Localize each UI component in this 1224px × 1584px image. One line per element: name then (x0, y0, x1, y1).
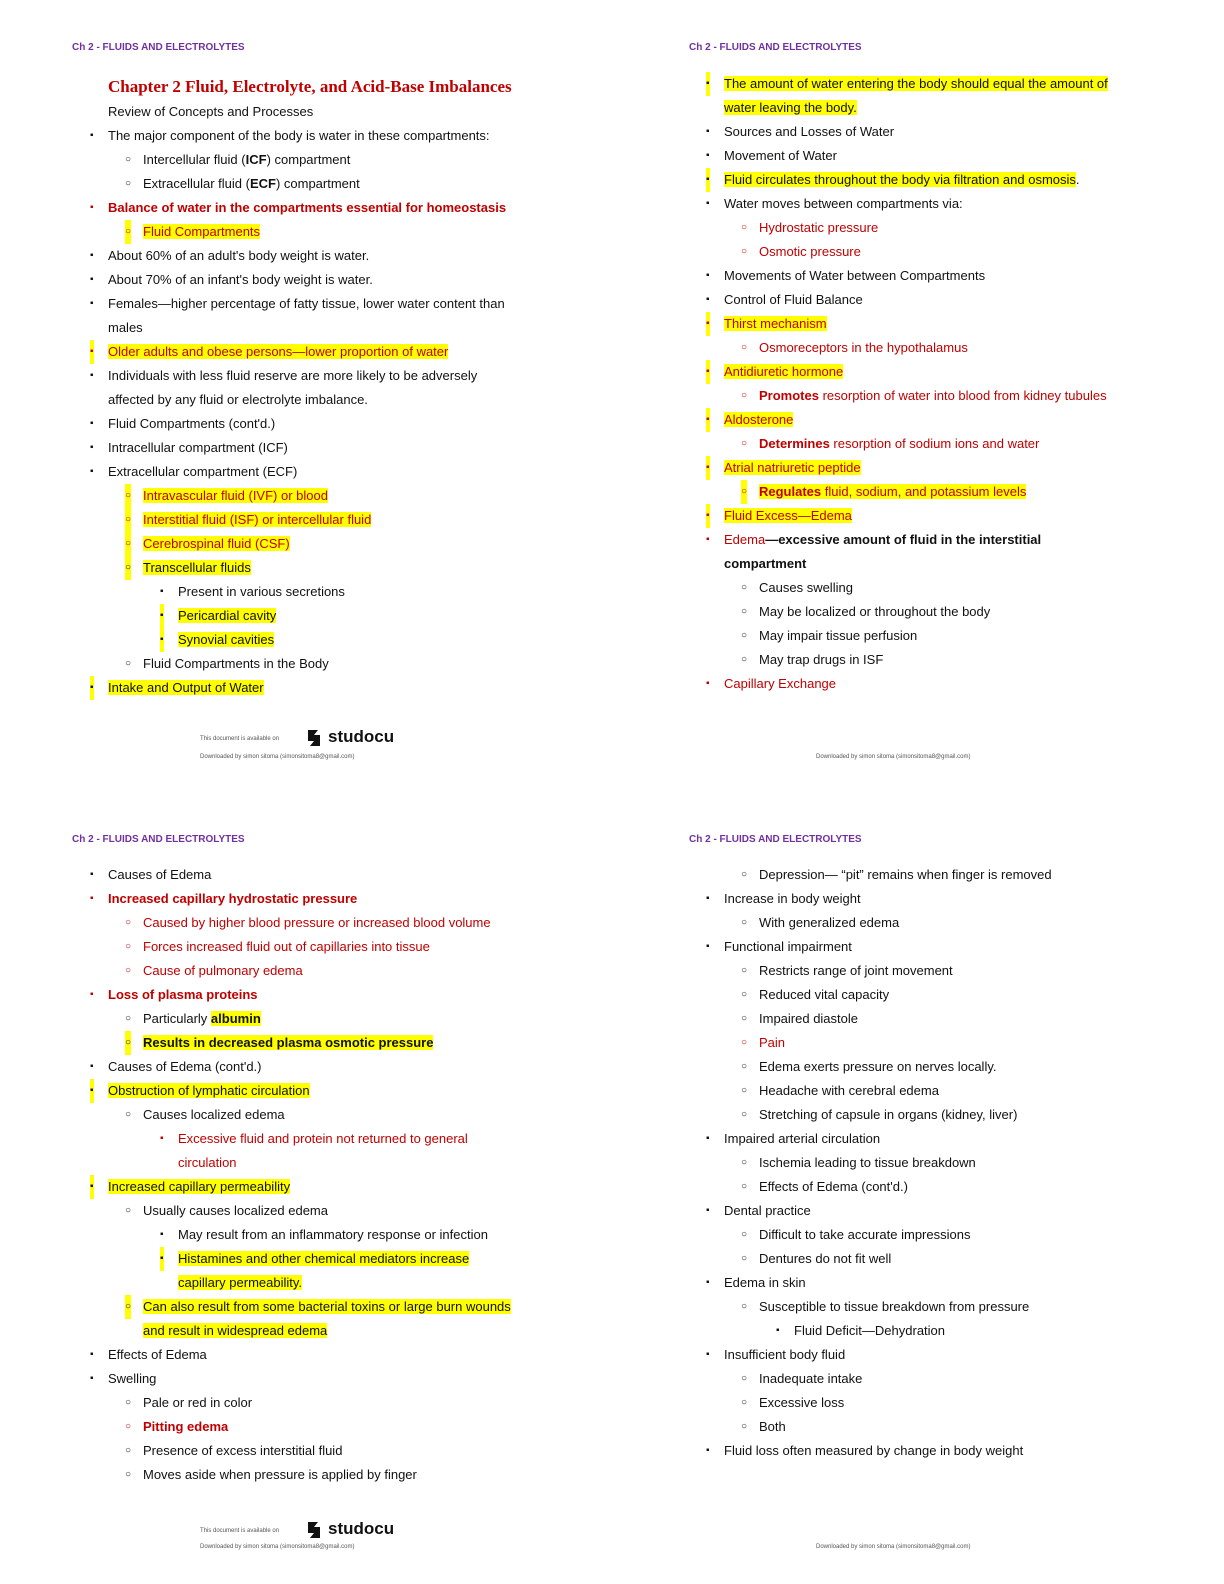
list-item: ○ Caused by higher blood pressure or increased blood volume (125, 915, 491, 930)
list-item: ○ Can also result from some bacterial toxins or large burn wounds (88, 1295, 538, 1319)
list-item: ○ Susceptible to tissue breakdown from pressure (741, 1299, 1030, 1314)
list-item: ▪ Fluid circulates throughout the body via filtration and osmosis. (704, 168, 1154, 192)
list-item: ○ Pitting edema (125, 1419, 229, 1434)
list-item: ▪ Pericardial cavity (88, 604, 538, 628)
list-item: ▪ Obstruction of lymphatic circulation (88, 1079, 538, 1103)
list-item: ▪ Loss of plasma proteins (90, 987, 258, 1002)
list-item-continued: capillary permeability. (178, 1275, 303, 1290)
list-item: ○ Both (741, 1419, 786, 1434)
list-item: ▪ May result from an inflammatory response or infection (160, 1227, 488, 1242)
footer-available: This document is available on (200, 736, 280, 742)
list-item: ▪ Increased capillary permeability (88, 1175, 538, 1199)
list-item: ▪ Movement of Water (706, 148, 837, 163)
list-item: ○ Usually causes localized edema (125, 1203, 328, 1218)
list-item: ○ Determines resorption of sodium ions and water (741, 436, 1040, 451)
list-item: ○ With generalized edema (741, 915, 900, 930)
running-header: Ch 2 - FLUIDS AND ELECTROLYTES (72, 834, 245, 845)
list-item: ▪ The major component of the body is water in these compartments: (90, 128, 490, 143)
list-item: ▪ Capillary Exchange (706, 676, 837, 691)
list-item: ▪ Extracellular compartment (ECF) (90, 464, 298, 479)
page-3 (0, 792, 612, 1584)
list-item: ○ Causes localized edema (125, 1107, 285, 1122)
footer-downloaded: Downloaded by simon sitoma (simonsitoma8@gmail.com) (816, 1544, 971, 1550)
list-item: ▪ Fluid loss often measured by change in body weight (706, 1443, 1024, 1458)
list-item: ▪ About 70% of an infant's body weight is water. (90, 272, 373, 287)
list-item: ▪ Edema in skin (706, 1275, 806, 1290)
list-item: ▪ Females—higher percentage of fatty tissue, lower water content than (90, 296, 505, 311)
list-item: ○ May be localized or throughout the body (741, 604, 991, 619)
list-item: ▪ Intracellular compartment (ICF) (90, 440, 288, 455)
list-item: ▪ Dental practice (706, 1203, 811, 1218)
list-item: ○ Interstitial fluid (ISF) or intercellular fluid (88, 508, 538, 532)
list-item: ○ Causes swelling (741, 580, 853, 595)
list-item: ○ Intercellular fluid (ICF) compartment (125, 152, 351, 167)
list-item: ○ Edema exerts pressure on nerves locally. (741, 1059, 997, 1074)
list-item: ▪ Effects of Edema (90, 1347, 207, 1362)
running-header: Ch 2 - FLUIDS AND ELECTROLYTES (689, 834, 862, 845)
list-item: ▪ Thirst mechanism (704, 312, 1154, 336)
list-item: ▪ Individuals with less fluid reserve are more likely to be adversely (90, 368, 478, 383)
list-item: ○ Hydrostatic pressure (741, 220, 879, 235)
list-item: ▪ Swelling (90, 1371, 157, 1386)
list-item: ○ Fluid Compartments (88, 220, 538, 244)
list-item-continued: compartment (724, 556, 807, 571)
list-item: ○ Inadequate intake (741, 1371, 863, 1386)
list-item: ▪ Increased capillary hydrostatic pressure (90, 891, 358, 906)
list-item: ▪ Intake and Output of Water (88, 676, 538, 700)
page-2 (612, 0, 1224, 792)
list-item: ▪ Movements of Water between Compartments (706, 268, 986, 283)
list-item-continued: affected by any fluid or electrolyte imbalance. (108, 392, 368, 407)
list-item: ○ Osmoreceptors in the hypothalamus (741, 340, 968, 355)
list-item: ▪ Causes of Edema (cont'd.) (90, 1059, 262, 1074)
list-item: ▪ Sources and Losses of Water (706, 124, 895, 139)
chapter-title: Chapter 2 Fluid, Electrolyte, and Acid-Base Imbalances (108, 77, 512, 96)
list-item: ▪ Balance of water in the compartments essential for homeostasis (90, 200, 507, 215)
footer-downloaded: Downloaded by simon sitoma (simonsitoma8@gmail.com) (816, 754, 971, 760)
list-item: ▪ Older adults and obese persons—lower proportion of water (88, 340, 538, 364)
list-item: ▪ Antidiuretic hormone (704, 360, 1154, 384)
list-item: ○ Effects of Edema (cont'd.) (741, 1179, 908, 1194)
list-item: ▪ Synovial cavities (88, 628, 538, 652)
page-1 (0, 0, 612, 792)
list-item: ○ Ischemia leading to tissue breakdown (741, 1155, 976, 1170)
list-item: ○ Cause of pulmonary edema (125, 963, 303, 978)
list-item: ○ Fluid Compartments in the Body (125, 656, 329, 671)
list-item: ▪ Causes of Edema (90, 867, 212, 882)
list-item: ○ Presence of excess interstitial fluid (125, 1443, 343, 1458)
list-item-continued: and result in widespread edema (143, 1323, 328, 1338)
list-item: ○ Extracellular fluid (ECF) compartment (125, 176, 360, 191)
list-item: ▪ Excessive fluid and protein not returned to general (160, 1131, 468, 1146)
studocu-logo: studocu (304, 1519, 394, 1540)
list-item: ○ Reduced vital capacity (741, 987, 890, 1002)
list-item: ○ Restricts range of joint movement (741, 963, 953, 978)
list-item: ▪ Impaired arterial circulation (706, 1131, 881, 1146)
list-item: ▪ The amount of water entering the body should equal the amount of (704, 72, 1154, 96)
list-item: ○ Cerebrospinal fluid (CSF) (88, 532, 538, 556)
footer-downloaded: Downloaded by simon sitoma (simonsitoma8@gmail.com) (200, 1544, 355, 1550)
list-item: ○ Intravascular fluid (IVF) or blood (88, 484, 538, 508)
footer-available: This document is available on (200, 1528, 280, 1534)
list-item: ○ Dentures do not fit well (741, 1251, 892, 1266)
list-item: ○ May impair tissue perfusion (741, 628, 918, 643)
list-item-continued: males (108, 320, 143, 335)
list-item: ▪ Present in various secretions (160, 584, 345, 599)
list-item: ▪ Insufficient body fluid (706, 1347, 846, 1362)
list-item: ▪ Functional impairment (706, 939, 852, 954)
footer-downloaded: Downloaded by simon sitoma (simonsitoma8@gmail.com) (200, 754, 355, 760)
list-item: ○ Particularly albumin (125, 1011, 261, 1026)
list-item: ○ Pale or red in color (125, 1395, 253, 1410)
list-item: ▪ Water moves between compartments via: (706, 196, 963, 211)
section-subtitle: Review of Concepts and Processes (108, 104, 314, 119)
list-item: ▪ Fluid Deficit—Dehydration (776, 1323, 946, 1338)
list-item: ○ Headache with cerebral edema (741, 1083, 939, 1098)
list-item: ○ Transcellular fluids (88, 556, 538, 580)
running-header: Ch 2 - FLUIDS AND ELECTROLYTES (72, 42, 245, 53)
list-item: ○ Osmotic pressure (741, 244, 861, 259)
list-item: ▪ Control of Fluid Balance (706, 292, 863, 307)
list-item: ▪ Fluid Compartments (cont'd.) (90, 416, 276, 431)
list-item: ○ Regulates fluid, sodium, and potassium levels (704, 480, 1154, 504)
list-item: ○ Moves aside when pressure is applied by finger (125, 1467, 417, 1482)
studocu-logo-icon (304, 1520, 324, 1540)
list-item: ▪ About 60% of an adult's body weight is water. (90, 248, 370, 263)
list-item: ○ May trap drugs in ISF (741, 652, 884, 667)
studocu-logo-icon (304, 728, 324, 748)
list-item: ▪ Increase in body weight (706, 891, 861, 906)
list-item-continued: water leaving the body. (724, 100, 857, 115)
list-item-continued: circulation (178, 1155, 237, 1170)
list-item: ○ Promotes resorption of water into blood from kidney tubules (741, 388, 1107, 403)
list-item: ○ Depression— “pit” remains when finger is removed (741, 867, 1052, 882)
list-item: ▪ Fluid Excess—Edema (704, 504, 1154, 528)
list-item: ○ Excessive loss (741, 1395, 845, 1410)
list-item: ▪ Edema—excessive amount of fluid in the interstitial (706, 532, 1042, 547)
list-item: ○ Results in decreased plasma osmotic pressure (88, 1031, 538, 1055)
list-item: ▪ Histamines and other chemical mediators increase (88, 1247, 538, 1271)
running-header: Ch 2 - FLUIDS AND ELECTROLYTES (689, 42, 862, 53)
list-item: ○ Impaired diastole (741, 1011, 858, 1026)
list-item: ▪ Atrial natriuretic peptide (704, 456, 1154, 480)
list-item: ○ Stretching of capsule in organs (kidney, liver) (741, 1107, 1018, 1122)
page-4 (612, 792, 1224, 1584)
list-item: ▪ Aldosterone (704, 408, 1154, 432)
list-item: ○ Pain (741, 1035, 786, 1050)
studocu-logo: studocu (304, 727, 394, 748)
list-item: ○ Difficult to take accurate impressions (741, 1227, 971, 1242)
list-item: ○ Forces increased fluid out of capillaries into tissue (125, 939, 430, 954)
